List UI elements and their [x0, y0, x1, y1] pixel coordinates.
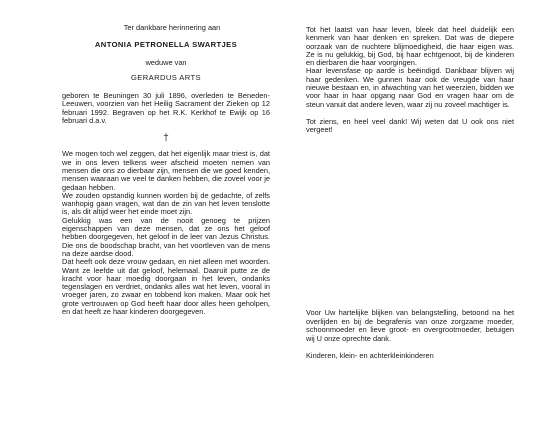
left-paragraph-3: Gelukkig was een van de nooit genoeg te prijzen eigenschappen van deze mensen, dat ze ons het geloof hebben doorgegeven, het geloof in de leer van Jezus Christus. Die ons de boodschap bracht, van het voortleven van de mens na deze aardse dood. — [62, 215, 270, 258]
left-paragraph-1: We mogen toch wel zeggen, dat het eigenlijk maar triest is, dat we in ons leven telkens weer afscheid moeten nemen van mensen die ons zo dierbaar zijn, mensen die we goed kenden, mensen waaraan we veel te danken hebben, die zoveel voor je gedaan hebben. — [62, 149, 270, 192]
right-page — [306, 26, 514, 135]
deceased-name: ANTONIA PETRONELLA SWARTJES — [94, 40, 238, 50]
farewell-text: Tot ziens, en heel veel dank! Wij weten dat U ook ons niet vergeet! — [306, 116, 514, 135]
thanks-text: Voor Uw hartelijke blijken van belangstelling, betoond na het overlijden en bij de begrafenis van onze zorgzame moeder, schoonmoeder en lieve groot- en overgrootmoeder, betuigen wij U onze oprechte dank. — [306, 308, 514, 343]
biography: geboren te Beuningen 30 juli 1896, overleden te Beneden-Leeuwen, voorzien van het Heilig Sacrament der Zieken op 12 februari 1992. Begraven op het R.K. Kerkhof te Ewijk op 16 februari d.a.v. — [62, 91, 270, 126]
acknowledgement — [306, 309, 514, 361]
left-paragraph-4: Dat heeft ook deze vrouw gedaan, en niet alleen met woorden. Want ze leefde uit dat geloof, helemaal. Daaruit putte ze de kracht voor haar moedig doorgaan in het leven, ondanks tegenslagen en verdriet, ondanks alles wat het leven, vooral in vroeger jaren, zo zwaar en tobbend kon maken. Maar ook het grote vertrouwen op God heeft haar door alles heen geholpen, en dat heeft ze haar kinderen doorgegeven. — [62, 257, 270, 317]
left-paragraph-2: We zouden opstandig kunnen worden bij de gedachte, of zelfs wanhopig gaan vragen, wat dan de zin van het leven tenslotte is, als dit altijd weer het einde moet zijn. — [62, 190, 270, 217]
right-paragraph-2: Haar levensfase op aarde is beëindigd. Dankbaar blijven wij haar gedenken. We gunnen haar ook de vreugde van haar nieuwe bestaan en, in afwachting van het weerzien, bidden we voor haar in haar opgang naar God en vragen haar om de steun vanuit dat andere leven, waar zij nu zoveel machtiger is. — [306, 66, 514, 109]
family-signature: Kinderen, klein- en achterkleinkinderen — [306, 351, 434, 361]
husband-name: GERARDUS ARTS — [130, 72, 202, 82]
right-paragraph-1: Tot het laatst van haar leven, bleek dat heel duidelijk een kenmerk van haar denken en spreken. Dat was de diepere oorzaak van de nuchtere blijmoedigheid, die haar eigen was. Ze is nu gelukkig, bij God, bij haar echtgenoot, bij de kinderen en dierbaren die haar voorgingen. — [306, 25, 514, 68]
intro-text: Ter dankbare herinnering aan — [123, 23, 221, 32]
right-body — [306, 26, 514, 135]
left-body — [62, 150, 270, 316]
widow-label: weduwe van — [145, 57, 187, 67]
left-page — [62, 24, 270, 316]
cross-icon: † — [163, 133, 169, 145]
